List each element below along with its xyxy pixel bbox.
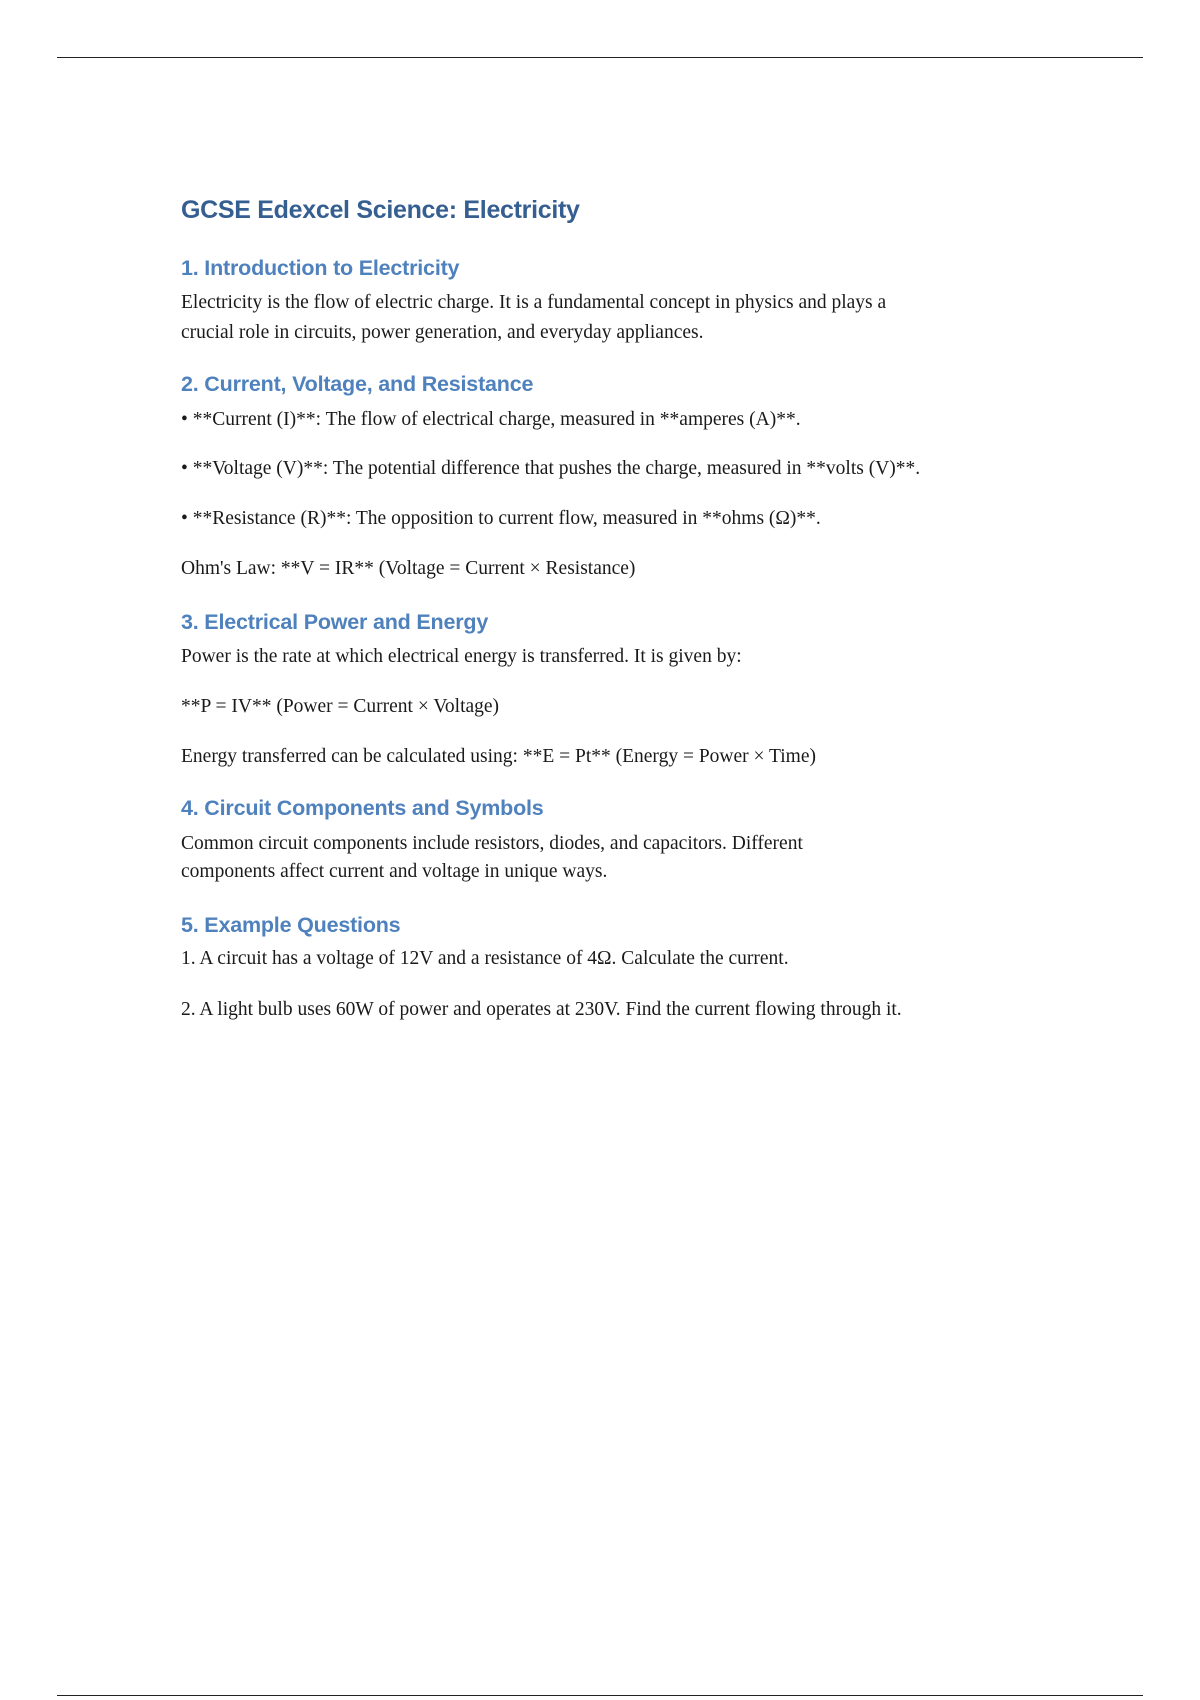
ohms-law-line: Ohm's Law: **V = IR** (Voltage = Current × Resistance) bbox=[181, 558, 636, 579]
paragraph-line: Common circuit components include resistors, diodes, and capacitors. Different bbox=[181, 833, 803, 854]
section-heading-example-questions: 5. Example Questions bbox=[181, 913, 401, 937]
bullet-resistance: • **Resistance (R)**: The opposition to current flow, measured in **ohms (Ω)**. bbox=[181, 508, 821, 529]
section-heading-power-energy: 3. Electrical Power and Energy bbox=[181, 610, 489, 634]
energy-formula-line: Energy transferred can be calculated using: **E = Pt** (Energy = Power × Time) bbox=[181, 746, 816, 767]
paragraph-line: crucial role in circuits, power generation, and everyday appliances. bbox=[181, 322, 704, 343]
section-heading-introduction: 1. Introduction to Electricity bbox=[181, 256, 460, 280]
bullet-voltage: • **Voltage (V)**: The potential difference that pushes the charge, measured in **volts (V)**. bbox=[181, 458, 921, 479]
question-1: 1. A circuit has a voltage of 12V and a resistance of 4Ω. Calculate the current. bbox=[181, 948, 789, 969]
paragraph-line: Power is the rate at which electrical energy is transferred. It is given by: bbox=[181, 646, 742, 667]
section-heading-circuit-components: 4. Circuit Components and Symbols bbox=[181, 796, 544, 820]
bullet-current: • **Current (I)**: The flow of electrical charge, measured in **amperes (A)**. bbox=[181, 409, 801, 430]
document-title: GCSE Edexcel Science: Electricity bbox=[181, 196, 580, 224]
header-rule bbox=[57, 57, 1143, 58]
footer-rule bbox=[57, 1695, 1143, 1696]
paragraph-line: Electricity is the flow of electric charge. It is a fundamental concept in physics and plays a bbox=[181, 292, 887, 313]
paragraph-line: components affect current and voltage in unique ways. bbox=[181, 861, 608, 882]
question-2: 2. A light bulb uses 60W of power and operates at 230V. Find the current flowing through it. bbox=[181, 999, 902, 1020]
section-heading-current-voltage-resistance: 2. Current, Voltage, and Resistance bbox=[181, 372, 534, 396]
power-formula-line: **P = IV** (Power = Current × Voltage) bbox=[181, 696, 500, 717]
